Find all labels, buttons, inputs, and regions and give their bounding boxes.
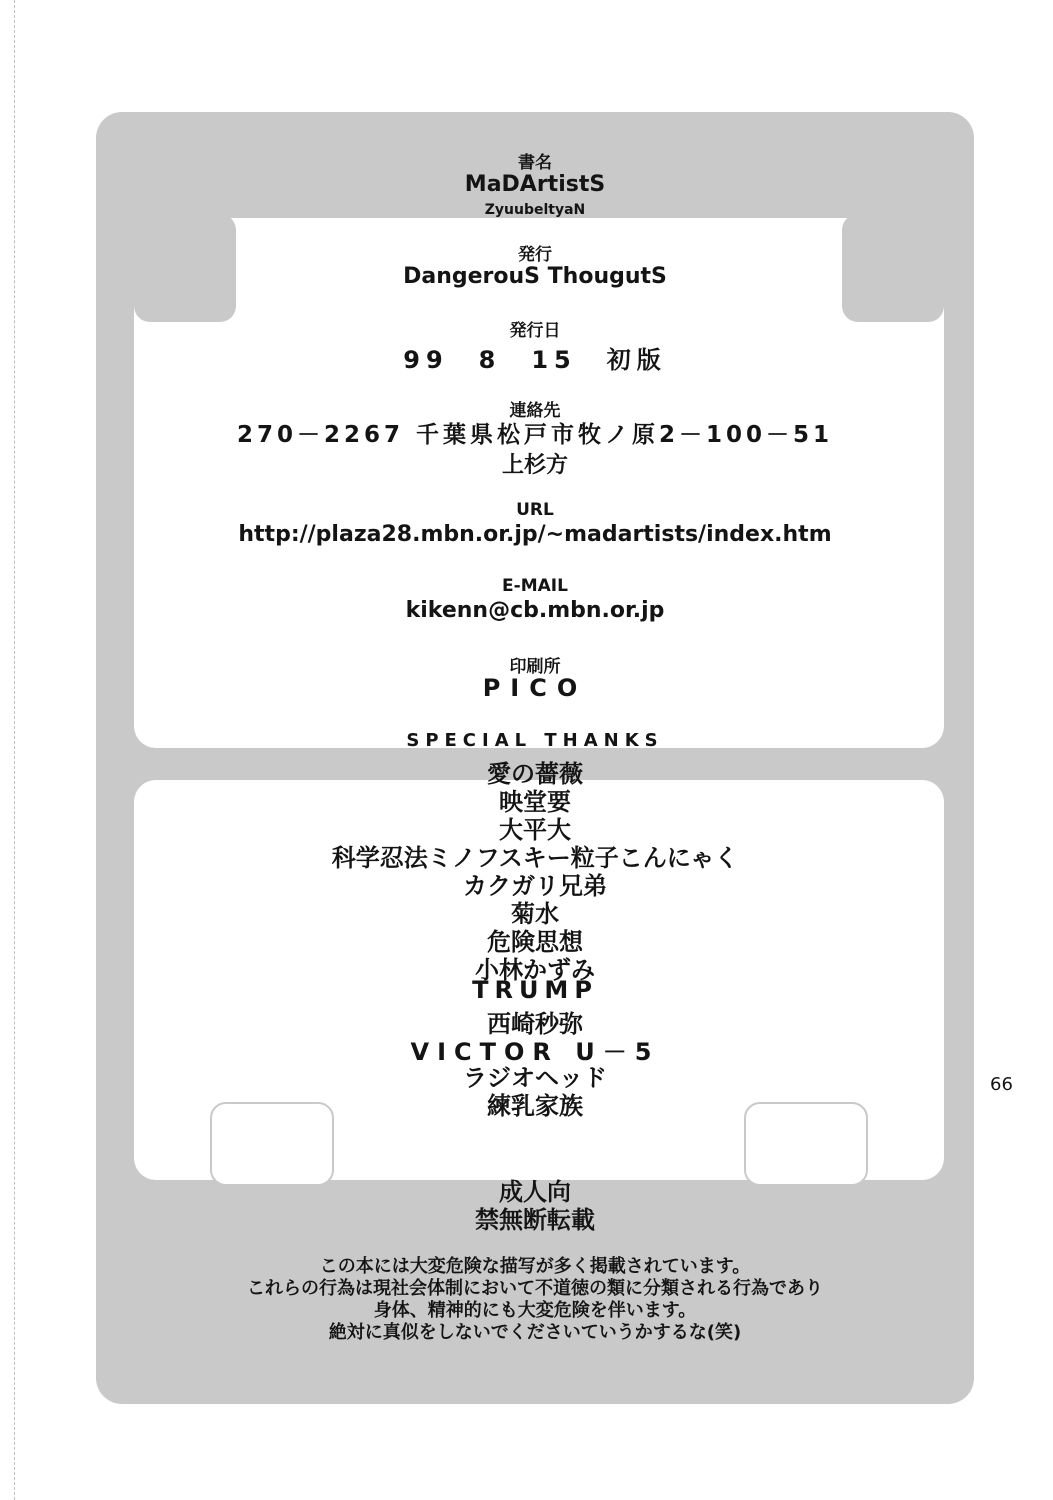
publication-date: 99 8 15 初版: [403, 346, 667, 374]
url-label: URL: [516, 500, 554, 520]
warning-line: これらの行為は現社会体制において不道徳の類に分類される行為であり: [247, 1278, 823, 1299]
thanks-item: 菊水: [511, 900, 559, 928]
thanks-item: 危険思想: [487, 928, 583, 956]
thanks-item: ラジオヘッド: [463, 1064, 607, 1092]
thanks-item: 映堂要: [499, 788, 571, 816]
thanks-item: 西崎秒弥: [487, 1010, 583, 1038]
email-label: E-MAIL: [502, 576, 568, 596]
contact-label: 連絡先: [509, 401, 561, 421]
thanks-item: 科学忍法ミノフスキー粒子こんにゃく: [331, 844, 739, 872]
adult-rating: 成人向: [499, 1178, 571, 1206]
contact-address: 270－2267 千葉県松戸市牧ノ原2－100－51: [236, 422, 834, 448]
printer-label: 印刷所: [509, 657, 561, 677]
publisher-label: 発行: [518, 245, 552, 265]
thanks-item: カクガリ兄弟: [463, 872, 607, 900]
book-title: MaDArtistS: [464, 172, 606, 197]
title-label: 書名: [518, 153, 552, 173]
warning-line: 身体、精神的にも大変危険を伴います。: [373, 1300, 697, 1321]
thanks-item: 愛の薔薇: [487, 760, 583, 788]
thanks-item: 小林かずみ: [475, 956, 595, 984]
date-label: 発行日: [509, 321, 561, 341]
reproduction-notice: 禁無断転載: [475, 1206, 595, 1234]
thanks-item: 大平大: [499, 816, 571, 844]
thanks-item: TRUMP: [472, 976, 598, 1004]
printer-name: PICO: [482, 674, 588, 702]
publisher-name: DangerouS ThougutS: [403, 264, 667, 289]
page-number: 66: [990, 1074, 1013, 1095]
thanks-item: 練乳家族: [487, 1092, 583, 1120]
special-thanks-heading: SPECIAL THANKS: [406, 730, 664, 751]
website-url: http://plaza28.mbn.or.jp/~madartists/index.htm: [238, 522, 832, 547]
contact-name: 上杉方: [501, 453, 568, 478]
author-name: ZyuubeltyaN: [484, 202, 586, 218]
warning-line: この本には大変危険な描写が多く掲載されています。: [319, 1256, 751, 1277]
thanks-item: VICTOR U－5: [410, 1038, 660, 1066]
page-binding-edge: [0, 0, 15, 1500]
email-address: kikenn@cb.mbn.or.jp: [405, 598, 665, 623]
warning-line: 絶対に真似をしないでくださいていうかするな(笑): [328, 1322, 742, 1343]
